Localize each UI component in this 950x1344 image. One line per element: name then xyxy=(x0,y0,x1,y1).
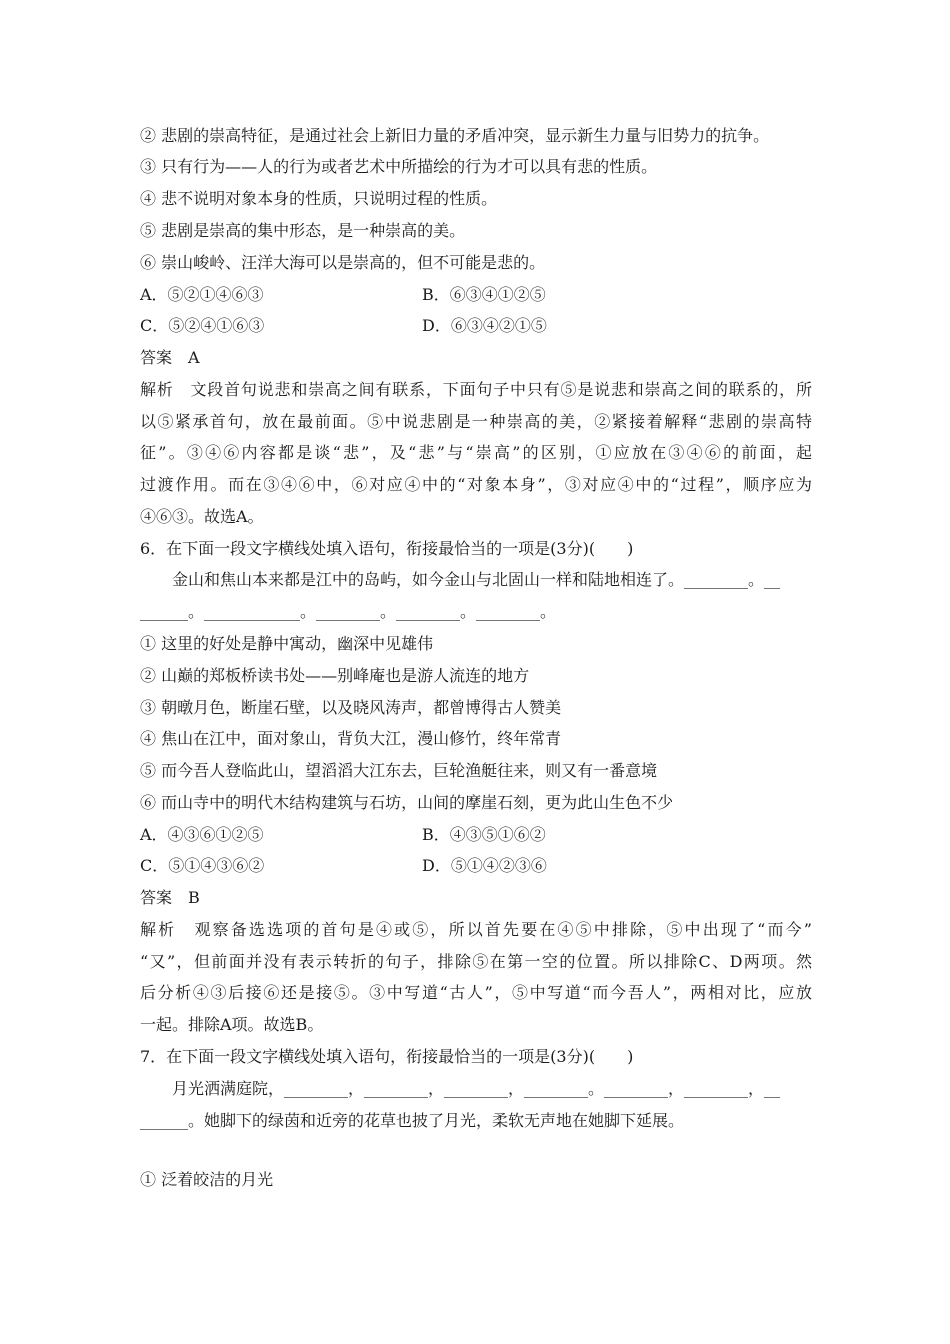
q5-item-5: ⑤ 悲剧是崇高的集中形态，是一种崇高的美。 xyxy=(140,221,466,240)
q7-item-1: ① 泛着皎洁的月光 xyxy=(140,1170,274,1189)
q5-item-4: ④ 悲不说明对象本身的性质，只说明过程的性质。 xyxy=(140,189,498,208)
q6-question: 6．在下面一段文字横线处填入语句，衔接最恰当的一项是(3分)( ) xyxy=(140,539,634,558)
q6-answer: 答案 B xyxy=(140,888,200,907)
q5-analysis-line: 以⑤紧承首句，放在最前面。⑤中说悲剧是一种崇高的美，②紧接着解释“悲剧的崇高特 xyxy=(140,412,812,431)
q7-passage-line: 月光洒满庭院，________，________，________，________。________，________，__ xyxy=(172,1079,781,1098)
q6-item-2: ② 山巅的郑板桥读书处——别峰庵也是游人流连的地方 xyxy=(140,666,530,685)
q7-question: 7．在下面一段文字横线处填入语句，衔接最恰当的一项是(3分)( ) xyxy=(140,1047,634,1066)
q6-passage-line: 金山和焦山本来都是江中的岛屿，如今金山与北固山一样和陆地相连了。________。__ xyxy=(172,570,781,589)
q5-analysis-line: 征”。③④⑥内容都是谈“悲”，及“悲”与“崇高”的区别，①应放在③④⑥的前面，起 xyxy=(140,443,812,462)
q5-item-2: ② 悲剧的崇高特征，是通过社会上新旧力量的矛盾冲突，显示新生力量与旧势力的抗争。 xyxy=(140,126,770,145)
q6-analysis-line: 解析 观察备选选项的首句是④或⑤，所以首先要在④⑤中排除，⑤中出现了“而今” xyxy=(140,920,812,939)
q6-item-6: ⑥ 而山寺中的明代木结构建筑与石坊，山间的摩崖石刻，更为此山生色不少 xyxy=(140,793,674,812)
q6-option-b: B．④③⑤①⑥② xyxy=(422,825,546,844)
q6-item-5: ⑤ 而今吾人登临此山，望滔滔大江东去，巨轮渔艇往来，则又有一番意境 xyxy=(140,761,658,780)
q6-analysis-line: 一起。排除A项。故选B。 xyxy=(140,1015,324,1034)
q5-analysis-line: 过渡作用。而在③④⑥中，⑥对应④中的“对象本身”，③对应④中的“过程”，顺序应为 xyxy=(140,475,812,494)
q6-option-d: D．⑤①④②③⑥ xyxy=(422,856,547,875)
q6-analysis-line: 后分析④③后接⑥还是接⑤。③中写道“古人”，⑤中写道“而今吾人”，两相对比，应放 xyxy=(140,983,812,1002)
q5-item-6: ⑥ 崇山峻岭、汪洋大海可以是崇高的，但不可能是悲的。 xyxy=(140,253,546,272)
q6-passage-line: ______。____________。________。________。________。 xyxy=(140,602,557,621)
q5-option-c: C．⑤②④①⑥③ xyxy=(140,316,265,335)
q5-item-3: ③ 只有行为——人的行为或者艺术中所描绘的行为才可以具有悲的性质。 xyxy=(140,157,658,176)
q5-answer: 答案 A xyxy=(140,348,200,367)
q7-passage-line: ______。她脚下的绿茵和近旁的花草也披了月光，柔软无声地在她脚下延展。 xyxy=(140,1111,685,1130)
q6-item-1: ① 这里的好处是静中寓动，幽深中见雄伟 xyxy=(140,634,434,653)
q5-option-a: A．⑤②①④⑥③ xyxy=(140,285,264,304)
q5-option-b: B．⑥③④①②⑤ xyxy=(422,285,546,304)
q5-analysis-line: ④⑥③。故选A。 xyxy=(140,507,264,526)
q6-option-c: C．⑤①④③⑥② xyxy=(140,856,265,875)
q6-option-a: A．④③⑥①②⑤ xyxy=(140,825,264,844)
q5-analysis-line: 解析 文段首句说悲和崇高之间有联系，下面句子中只有⑤是说悲和崇高之间的联系的，所 xyxy=(140,380,812,399)
q6-item-4: ④ 焦山在江中，面对象山，背负大江，漫山修竹，终年常青 xyxy=(140,729,562,748)
q6-item-3: ③ 朝暾月色，断崖石壁，以及晓风涛声，都曾博得古人赞美 xyxy=(140,698,562,717)
q6-analysis-line: “又”，但前面并没有表示转折的句子，排除⑤在第一空的位置。所以排除C、D两项。然 xyxy=(140,952,812,971)
q5-option-d: D．⑥③④②①⑤ xyxy=(422,316,547,335)
